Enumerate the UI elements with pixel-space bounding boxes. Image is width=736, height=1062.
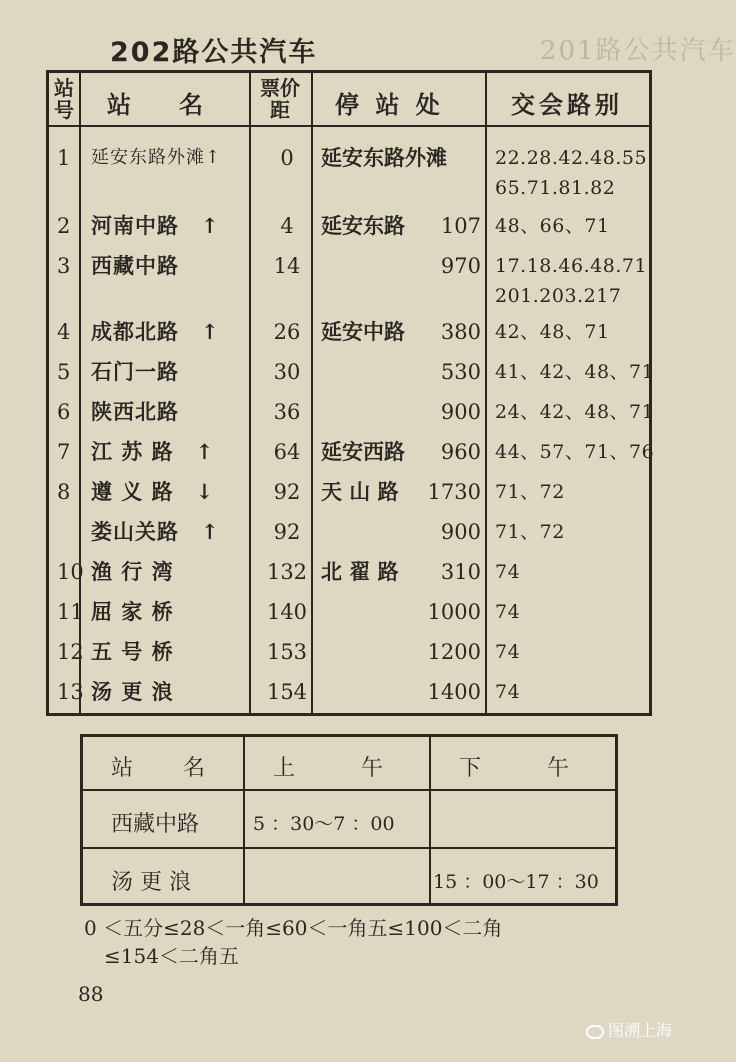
station-number: 1 bbox=[57, 146, 71, 170]
station-number: 13 bbox=[57, 680, 84, 704]
stop-distance: 970 bbox=[440, 254, 481, 278]
connecting-routes: 41、42、48、71 bbox=[495, 361, 655, 383]
station-number: 6 bbox=[57, 400, 71, 424]
fare-distance: 154 bbox=[266, 680, 308, 704]
header-connecting-routes: 交会路别 bbox=[511, 90, 623, 119]
station-name: 五 号 桥 bbox=[91, 639, 174, 664]
fare-distance: 132 bbox=[266, 560, 308, 584]
stop-distance: 1200 bbox=[427, 640, 481, 664]
stop-distance: 530 bbox=[440, 360, 481, 384]
connecting-routes: 22.28.42.48.55 bbox=[495, 147, 648, 169]
fare-distance: 14 bbox=[273, 254, 301, 278]
stop-location: 延安东路外滩 bbox=[321, 145, 447, 170]
connecting-routes: 24、42、48、71 bbox=[495, 401, 655, 423]
fare-distance: 0 bbox=[280, 146, 294, 170]
stop-location: 延安东路 bbox=[321, 213, 405, 238]
stop-location: 天 山 路 bbox=[321, 479, 399, 504]
station-name: 陕西北路 bbox=[91, 399, 179, 424]
fare-distance: 30 bbox=[273, 360, 301, 384]
fare-distance: 92 bbox=[273, 520, 301, 544]
stop-location: 延安中路 bbox=[321, 319, 405, 344]
station-number: 11 bbox=[57, 600, 84, 624]
connecting-routes: 74 bbox=[495, 641, 521, 663]
connecting-routes: 74 bbox=[495, 561, 521, 583]
station-number: 5 bbox=[57, 360, 71, 384]
fare-distance: 92 bbox=[273, 480, 301, 504]
stop-distance: 1730 bbox=[427, 480, 481, 504]
stop-distance: 900 bbox=[440, 520, 481, 544]
station-name: 石门一路 bbox=[91, 359, 179, 384]
stop-distance: 960 bbox=[440, 440, 481, 464]
schedule-header-am: 上 午 bbox=[273, 756, 384, 781]
station-name: 汤 更 浪 bbox=[91, 679, 174, 704]
fare-distance: 4 bbox=[280, 214, 294, 238]
schedule-row-am: 5 ：30～7 ：00 bbox=[253, 813, 395, 835]
station-number: 2 bbox=[57, 214, 71, 238]
stop-location: 延安西路 bbox=[321, 439, 405, 464]
station-number: 7 bbox=[57, 440, 71, 464]
connecting-routes: 42、48、71 bbox=[495, 321, 610, 343]
fare-distance: 140 bbox=[266, 600, 308, 624]
fare-distance: 153 bbox=[266, 640, 308, 664]
header-stop-location: 停 站 处 bbox=[335, 90, 444, 119]
connecting-routes: 74 bbox=[495, 681, 521, 703]
page-title: 202路公共汽车 bbox=[110, 37, 318, 68]
bleed-through-text: 201路公共汽车 bbox=[540, 36, 736, 66]
stop-distance: 1000 bbox=[427, 600, 481, 624]
schedule-row-station: 汤 更 浪 bbox=[111, 870, 191, 895]
station-name: 屈 家 桥 bbox=[91, 599, 174, 624]
fare-distance: 36 bbox=[273, 400, 301, 424]
schedule-row-pm: 15 ：00～17 ：30 bbox=[433, 871, 599, 893]
fare-footnote-line-2: ≤154＜二角五 bbox=[104, 944, 239, 968]
header-fare-distance: 票价 距 bbox=[260, 76, 300, 122]
fare-distance: 26 bbox=[273, 320, 301, 344]
station-number: 3 bbox=[57, 254, 71, 278]
stop-distance: 107 bbox=[440, 214, 481, 238]
schedule-row-station: 西藏中路 bbox=[111, 812, 200, 837]
schedule-header-station: 站 名 bbox=[111, 756, 208, 781]
connecting-routes: 17.18.46.48.71 bbox=[495, 255, 648, 277]
schedule-header-pm: 下 午 bbox=[459, 756, 570, 781]
schedule-table bbox=[80, 734, 618, 906]
connecting-routes-continued: 201.203.217 bbox=[495, 285, 622, 307]
station-name: 遵 义 路 ↓ bbox=[91, 479, 215, 504]
connecting-routes: 71、72 bbox=[495, 481, 565, 503]
fare-distance: 64 bbox=[273, 440, 301, 464]
station-number: 8 bbox=[57, 480, 71, 504]
header-station-no: 站 号 bbox=[54, 76, 74, 122]
station-number: 12 bbox=[57, 640, 84, 664]
station-number: 10 bbox=[57, 560, 84, 584]
stop-location: 北 翟 路 bbox=[321, 559, 399, 584]
connecting-routes: 44、57、71、76 bbox=[495, 441, 655, 463]
page-number: 88 bbox=[78, 982, 104, 1006]
chat-bubble-icon bbox=[586, 1025, 604, 1039]
header-station-name: 站 名 bbox=[107, 90, 203, 119]
station-name: 西藏中路 bbox=[91, 253, 179, 278]
station-name: 江 苏 路 ↑ bbox=[91, 439, 215, 464]
stop-distance: 310 bbox=[440, 560, 481, 584]
stop-distance: 380 bbox=[440, 320, 481, 344]
route-table bbox=[46, 70, 655, 716]
connecting-routes: 71、72 bbox=[495, 521, 565, 543]
station-name: 娄山关路 ↑ bbox=[91, 519, 220, 544]
stop-distance: 900 bbox=[440, 400, 481, 424]
station-name: 成都北路 ↑ bbox=[91, 319, 220, 344]
fare-footnote-line-1: 0 ＜五分≤28＜一角≤60＜一角五≤100＜二角 bbox=[84, 916, 503, 940]
watermark: 图溯上海 bbox=[586, 1018, 672, 1041]
connecting-routes-continued: 65.71.81.82 bbox=[495, 177, 616, 199]
connecting-routes: 74 bbox=[495, 601, 521, 623]
station-number: 4 bbox=[57, 320, 71, 344]
connecting-routes: 48、66、71 bbox=[495, 215, 610, 237]
station-name: 河南中路 ↑ bbox=[91, 213, 220, 238]
station-name: 渔 行 湾 bbox=[91, 559, 174, 584]
station-name: 延安东路外滩↑ bbox=[91, 147, 222, 168]
stop-distance: 1400 bbox=[427, 680, 481, 704]
